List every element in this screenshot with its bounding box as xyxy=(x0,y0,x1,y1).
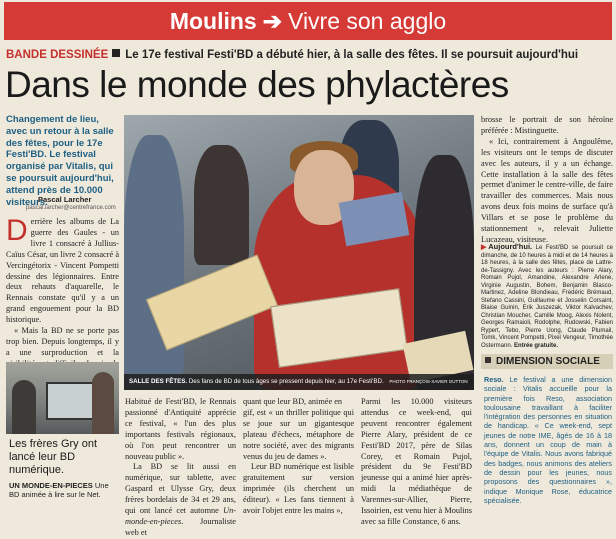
kicker-category: BANDE DESSINÉE xyxy=(6,49,109,61)
headline: Dans le monde des phylactères xyxy=(5,64,509,105)
byline-author: Pascal Larcher xyxy=(38,195,92,204)
band-city: Moulins xyxy=(169,7,257,34)
inset-photo xyxy=(6,362,119,434)
byline-email[interactable]: pascal.larcher@centrefrance.com xyxy=(26,205,116,211)
band-section: Vivre son agglo xyxy=(288,7,447,34)
photo-caption xyxy=(124,374,474,390)
dimension-body: Le festival a une dimension sociale : Vitalis accueille pour la première fois Reso, association toulousaine travaillant à faciliter l'intégration des personnes en situation de handicap. « Ce week-end, sept jeunes de notre IME, âgés de 16 à 18 ans, donnent un coup de main à l'équipe de Vitalis. Nous avons fabriqué des badges, nous animons des ateliers de dessin pour les jeunes, nous proposons des questionnaires », indique Monique Rose, éducatrice spécialisée. xyxy=(484,375,613,505)
inset-label: UN MONDE-EN-PIECES xyxy=(9,481,93,490)
kicker-summary: Le 17e festival Festi'BD a débuté hier, à la salle des fêtes. Il se poursuit aujourd'hui xyxy=(125,49,579,61)
caption-text: Des fans de BD de tous âges se pressent depuis hier, au 17e Festi'BD. xyxy=(188,378,384,385)
right-paragraph-1: brosse le portrait de son héroïne préférée : Mistinguette. xyxy=(481,115,613,135)
square-bullet-icon xyxy=(112,49,120,57)
inset-person-right xyxy=(92,372,114,434)
dimension-text xyxy=(484,375,612,505)
photo-person-left xyxy=(124,135,184,385)
col3-paragraph-2: Leur BD numérique est lisible gratuitement sur version imprimée (ils cherchent un éditeur). « Les fans tiennent à avoir l'objet entre les mains », xyxy=(243,462,354,516)
byline xyxy=(6,195,119,213)
col4-paragraph-1: Parmi les 10.000 visiteurs attendus ce week-end, qui peuvent rencontrer également Pierre Alary, président de ce Festi'BD 2017, père de Silas Corey, et Romain Pujol, président du 9e Festi'BD jeunesse qui a animé hier après-midi la médiathèque de Varennes-sur-Allier, Pierre, Issoirien, est venu hier à Moulins avec sa fille Constance, 6 ans. xyxy=(361,397,472,526)
col1-paragraph-1: errière les albums de La guerre des Gaules - un livre 1 consacré à Jullius-Caïus César, un livre 2 consacré à Vercingétorix - Vincent Pompetti dessine des légionnaires. Entre deux rehauts d'aquarelle, le Rennais constate qu'il y a un grand engouement pour la BD historique. xyxy=(6,217,119,325)
aujourdhui-label: ▶ Aujourd'hui. xyxy=(481,242,532,251)
page-band xyxy=(4,2,612,40)
inset-title: Les frères Gry ont lancé leur BD numérique. xyxy=(9,438,98,476)
kicker xyxy=(6,49,612,61)
arrow-right-icon: ➔ xyxy=(262,7,283,34)
chapo: Changement de lieu, avec un retour à la salle des fêtes, pour le 17e Festi'BD. Le festival organisé par Vitalis, qui se poursuit aujourd'hui, attend près de 10.000 visiteurs. xyxy=(6,114,114,208)
main-photo xyxy=(124,115,474,390)
article-column-2 xyxy=(125,397,236,539)
article-column-4 xyxy=(361,397,472,528)
aujourdhui-text: Le Festi'BD se poursuit ce dimanche, de 10 heures à midi et de 14 heures à 18 heures, à la salle des fêtes, place de Lattre-de-Tassigny. Avec les auteurs : Pierre Alary, Romain Pujol, Amandine, Alexandre Arlene, Virginie Augustin, Bohem, Benjamin Blasco-Martinez, Adeline Blondieau, Frédéric Brémaud, Stefano Cassini, Guillaume et Josselin Corsaint, Blaise Guinin, Erik Juszezak, Viktor Kalvachev, Christian Moucher, Camille Moog, Alexis Nolent, Georges Ramaioli, Rodolphe, Rudowski, Fabien Rypert, Tebo, Pierre Uong, Claude Plumail, Tomk, Vincent Pompetti, Pixel Vengeur, Timothée Ostermann. xyxy=(481,245,614,349)
dimension-heading: DIMENSION SOCIALE xyxy=(481,354,613,369)
col2-paragraph-2: La BD se lit aussi en numérique, sur tablette, avec Gaspard et Ulysse Gry, deux frères bordelais de 34 et 29 ans, qui ont lancé cet automne Un-monde-en-pieces. Journaliste web et xyxy=(125,462,236,537)
col3-paragraph-0: quant que leur BD, animée en xyxy=(243,397,343,406)
aujourdhui-box xyxy=(481,243,613,350)
inset-person-left xyxy=(12,380,36,434)
aujourdhui-end: Entrée gratuite. xyxy=(514,342,559,349)
drop-cap: D xyxy=(6,214,28,247)
inset-text xyxy=(9,481,119,499)
photo-person-back xyxy=(194,145,249,265)
col1-paragraph-2: « Mais la BD ne se porte pas trop bien. Depuis longtemps, il y a une surproduction et la xyxy=(6,326,119,357)
col2-paragraph-1: Habitué de Festi'BD, le Rennais passionné d'Antiquité apprécie ce festival, « l'un des plus importants festivals régionaux, où l'on peut rencontrer un nouveau public ». xyxy=(125,397,236,461)
bd-title: Un-monde-en-pieces xyxy=(125,506,236,526)
col3-paragraph-1: gif, est « un thriller politique qui se joue sur un gigantesque plateau d'échecs, métaphore de notre société, avec des migrants venus du jeu de dames ». xyxy=(243,407,354,461)
article-column-3 xyxy=(243,397,354,517)
caption-credit: PHOTO FRANÇOIS-XAVIER GUTTON xyxy=(389,379,468,384)
inset-body: Une BD animée à lire sur le Net. xyxy=(9,481,109,499)
dimension-lead: Reso. xyxy=(484,375,504,384)
article-column-right xyxy=(481,115,613,246)
right-paragraph-2: « Ici, contrairement à Angoulême, les visiteurs ont le temps de discuter avec les auteurs, il y a un échange. Cette installation à la salle des fêtes permet d'animer le centre-ville, de faire travailler des commerces. Mais nous avons deux fois moins de surface qu'à Villars et se pose le problème du stationnement », relevait Juliette Lucazeau, visiteuse. xyxy=(481,136,613,244)
caption-label: SALLE DES FÊTES. xyxy=(129,378,188,385)
